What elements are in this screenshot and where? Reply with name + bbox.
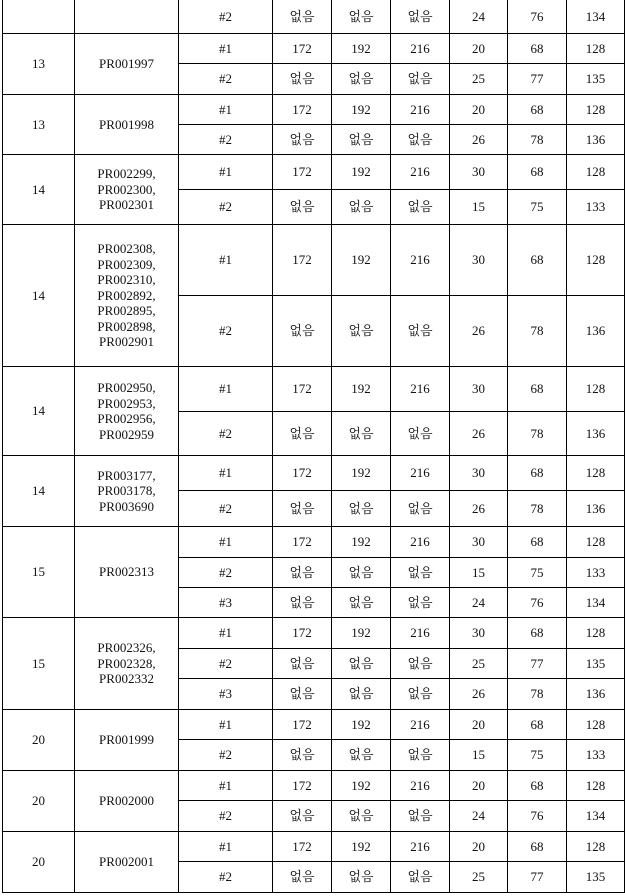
value-cell-f: 128 [567,771,625,801]
value-cell-f: 135 [567,64,625,95]
value-cell-e: 68 [508,367,567,412]
value-cell-e: 78 [508,491,567,527]
table-row [3,771,625,801]
sample-cell: #2 [179,862,273,893]
value-cell-b: 없음 [332,125,391,155]
id-line: PR003177, [75,468,178,484]
value-cell-b: 192 [332,155,391,190]
id-list-cell [75,0,179,34]
value-cell-d: 20 [450,710,508,740]
value-cell-d: 25 [450,862,508,893]
value-cell-b: 192 [332,225,391,296]
group-number-cell: 15 [3,618,75,710]
value-cell-f: 136 [567,296,625,367]
value-cell-c: 없음 [391,649,450,679]
sample-cell: #3 [179,679,273,710]
id-line: PR003690 [75,499,178,515]
value-cell-e: 75 [508,740,567,771]
value-cell-a: 없음 [273,190,332,225]
id-line: PR002959 [75,427,178,443]
sample-cell: #1 [179,456,273,491]
value-cell-f: 128 [567,456,625,491]
id-list-cell [75,225,179,367]
table-body [3,0,625,893]
id-line: PR002299, [75,166,178,182]
value-cell-f: 135 [567,649,625,679]
value-cell-c: 216 [391,456,450,491]
value-cell-b: 192 [332,832,391,862]
value-cell-c: 없음 [391,740,450,771]
table-row [3,710,625,740]
value-cell-c: 없음 [391,801,450,832]
value-cell-c: 없음 [391,0,450,34]
value-cell-f: 134 [567,588,625,618]
id-line: PR002901 [75,334,178,350]
value-cell-e: 76 [508,588,567,618]
id-line: PR002313 [75,564,178,580]
value-cell-f: 128 [567,155,625,190]
value-cell-c: 216 [391,367,450,412]
value-cell-d: 26 [450,679,508,710]
sample-cell: #1 [179,225,273,296]
id-line: PR001998 [75,117,178,133]
sample-cell: #2 [179,190,273,225]
value-cell-b: 없음 [332,296,391,367]
sample-cell: #2 [179,296,273,367]
data-table [2,0,625,893]
sample-cell: #1 [179,710,273,740]
id-list-cell [75,771,179,832]
value-cell-f: 133 [567,558,625,588]
value-cell-d: 20 [450,771,508,801]
value-cell-b: 없음 [332,679,391,710]
group-number-cell: 20 [3,710,75,771]
value-cell-c: 없음 [391,558,450,588]
value-cell-e: 68 [508,155,567,190]
value-cell-a: 없음 [273,491,332,527]
value-cell-f: 133 [567,740,625,771]
value-cell-a: 172 [273,367,332,412]
value-cell-b: 192 [332,771,391,801]
id-line: PR001999 [75,732,178,748]
id-list-cell [75,34,179,95]
id-list-cell [75,367,179,456]
value-cell-a: 172 [273,771,332,801]
value-cell-b: 192 [332,95,391,125]
value-cell-b: 192 [332,618,391,649]
sample-cell: #2 [179,125,273,155]
value-cell-a: 없음 [273,649,332,679]
value-cell-b: 192 [332,710,391,740]
sample-cell: #1 [179,367,273,412]
id-list-cell [75,456,179,527]
value-cell-f: 128 [567,710,625,740]
value-cell-e: 77 [508,862,567,893]
id-line: PR001997 [75,56,178,72]
group-number-cell: 20 [3,771,75,832]
value-cell-d: 30 [450,367,508,412]
id-line: PR002332 [75,671,178,687]
value-cell-f: 136 [567,412,625,456]
id-list-cell [75,527,179,618]
value-cell-f: 128 [567,95,625,125]
table-row [3,34,625,64]
sample-cell: #2 [179,491,273,527]
value-cell-c: 없음 [391,296,450,367]
sample-cell: #1 [179,771,273,801]
value-cell-a: 없음 [273,588,332,618]
value-cell-c: 216 [391,832,450,862]
value-cell-f: 136 [567,125,625,155]
value-cell-a: 없음 [273,558,332,588]
value-cell-b: 없음 [332,862,391,893]
value-cell-e: 68 [508,710,567,740]
sample-cell: #2 [179,0,273,34]
value-cell-a: 없음 [273,412,332,456]
value-cell-d: 24 [450,801,508,832]
value-cell-d: 26 [450,491,508,527]
sample-cell: #1 [179,618,273,649]
value-cell-c: 216 [391,34,450,64]
value-cell-f: 128 [567,225,625,296]
value-cell-a: 없음 [273,740,332,771]
value-cell-a: 172 [273,527,332,558]
value-cell-e: 68 [508,527,567,558]
value-cell-d: 30 [450,155,508,190]
table-row [3,225,625,296]
value-cell-f: 135 [567,862,625,893]
value-cell-d: 24 [450,588,508,618]
value-cell-f: 128 [567,618,625,649]
value-cell-e: 77 [508,649,567,679]
value-cell-d: 30 [450,456,508,491]
value-cell-a: 172 [273,34,332,64]
value-cell-d: 26 [450,412,508,456]
value-cell-c: 216 [391,527,450,558]
id-line: PR002950, [75,380,178,396]
table-row [3,618,625,649]
value-cell-b: 없음 [332,588,391,618]
group-number-cell: 14 [3,225,75,367]
value-cell-b: 없음 [332,801,391,832]
sample-cell: #1 [179,34,273,64]
id-list-cell [75,832,179,893]
value-cell-e: 78 [508,296,567,367]
value-cell-f: 133 [567,190,625,225]
value-cell-b: 없음 [332,558,391,588]
value-cell-d: 20 [450,832,508,862]
sample-cell: #2 [179,412,273,456]
id-line: PR002300, [75,182,178,198]
id-line: PR002309, [75,257,178,273]
value-cell-f: 128 [567,832,625,862]
value-cell-c: 없음 [391,412,450,456]
group-number-cell: 20 [3,832,75,893]
value-cell-a: 172 [273,225,332,296]
table-row [3,832,625,862]
value-cell-d: 30 [450,225,508,296]
value-cell-a: 172 [273,710,332,740]
group-number-cell: 14 [3,456,75,527]
id-list-cell [75,95,179,155]
value-cell-d: 30 [450,618,508,649]
value-cell-b: 없음 [332,740,391,771]
value-cell-c: 없음 [391,190,450,225]
value-cell-d: 24 [450,0,508,34]
value-cell-b: 없음 [332,64,391,95]
value-cell-c: 없음 [391,491,450,527]
value-cell-a: 172 [273,456,332,491]
value-cell-a: 없음 [273,296,332,367]
value-cell-e: 78 [508,412,567,456]
table-row [3,0,625,34]
value-cell-b: 192 [332,34,391,64]
value-cell-d: 15 [450,190,508,225]
value-cell-e: 68 [508,618,567,649]
table-row [3,95,625,125]
value-cell-a: 172 [273,832,332,862]
table-row [3,367,625,412]
id-line: PR002892, [75,288,178,304]
value-cell-a: 없음 [273,679,332,710]
value-cell-e: 68 [508,225,567,296]
value-cell-c: 216 [391,618,450,649]
sample-cell: #2 [179,558,273,588]
value-cell-c: 216 [391,771,450,801]
id-line: PR003178, [75,483,178,499]
value-cell-d: 15 [450,558,508,588]
value-cell-c: 없음 [391,679,450,710]
group-number-cell: 13 [3,34,75,95]
value-cell-f: 134 [567,801,625,832]
value-cell-c: 216 [391,710,450,740]
value-cell-d: 20 [450,34,508,64]
group-number-cell: 13 [3,95,75,155]
id-line: PR002328, [75,656,178,672]
value-cell-d: 26 [450,296,508,367]
value-cell-e: 68 [508,832,567,862]
id-line: PR002000 [75,793,178,809]
group-number-cell: 14 [3,155,75,225]
sample-cell: #2 [179,649,273,679]
id-line: PR002308, [75,241,178,257]
group-number-cell: 14 [3,367,75,456]
value-cell-c: 216 [391,155,450,190]
value-cell-c: 216 [391,95,450,125]
value-cell-a: 없음 [273,125,332,155]
sample-cell: #2 [179,64,273,95]
id-line: PR002301 [75,197,178,213]
value-cell-f: 136 [567,491,625,527]
table-row [3,456,625,491]
value-cell-e: 76 [508,0,567,34]
value-cell-e: 68 [508,771,567,801]
value-cell-b: 192 [332,527,391,558]
value-cell-b: 없음 [332,491,391,527]
table-row [3,155,625,190]
value-cell-f: 128 [567,527,625,558]
value-cell-f: 136 [567,679,625,710]
id-line: PR002001 [75,854,178,870]
value-cell-d: 25 [450,64,508,95]
value-cell-e: 68 [508,34,567,64]
value-cell-e: 76 [508,801,567,832]
group-number-cell [3,0,75,34]
value-cell-b: 없음 [332,649,391,679]
value-cell-a: 없음 [273,801,332,832]
id-line: PR002895, [75,303,178,319]
value-cell-e: 77 [508,64,567,95]
value-cell-d: 30 [450,527,508,558]
sample-cell: #1 [179,155,273,190]
value-cell-e: 75 [508,558,567,588]
value-cell-b: 없음 [332,412,391,456]
value-cell-a: 172 [273,618,332,649]
value-cell-a: 없음 [273,862,332,893]
id-line: PR002956, [75,411,178,427]
value-cell-b: 192 [332,367,391,412]
value-cell-e: 78 [508,125,567,155]
sample-cell: #1 [179,832,273,862]
value-cell-c: 없음 [391,588,450,618]
value-cell-d: 26 [450,125,508,155]
value-cell-c: 없음 [391,862,450,893]
sample-cell: #3 [179,588,273,618]
value-cell-b: 192 [332,456,391,491]
value-cell-e: 78 [508,679,567,710]
value-cell-d: 15 [450,740,508,771]
sample-cell: #1 [179,527,273,558]
id-line: PR002953, [75,396,178,412]
value-cell-b: 없음 [332,190,391,225]
value-cell-a: 172 [273,155,332,190]
value-cell-f: 128 [567,367,625,412]
value-cell-c: 없음 [391,64,450,95]
value-cell-f: 128 [567,34,625,64]
id-list-cell [75,710,179,771]
table-row [3,527,625,558]
value-cell-b: 없음 [332,0,391,34]
value-cell-a: 없음 [273,0,332,34]
sample-cell: #2 [179,740,273,771]
value-cell-a: 172 [273,95,332,125]
value-cell-c: 216 [391,225,450,296]
value-cell-d: 20 [450,95,508,125]
value-cell-a: 없음 [273,64,332,95]
sample-cell: #1 [179,95,273,125]
id-line: PR002898, [75,319,178,335]
id-list-cell [75,155,179,225]
value-cell-e: 68 [508,456,567,491]
value-cell-e: 68 [508,95,567,125]
value-cell-f: 134 [567,0,625,34]
value-cell-e: 75 [508,190,567,225]
value-cell-c: 없음 [391,125,450,155]
sample-cell: #2 [179,801,273,832]
value-cell-d: 25 [450,649,508,679]
id-line: PR002326, [75,640,178,656]
id-line: PR002310, [75,272,178,288]
group-number-cell: 15 [3,527,75,618]
id-list-cell [75,618,179,710]
